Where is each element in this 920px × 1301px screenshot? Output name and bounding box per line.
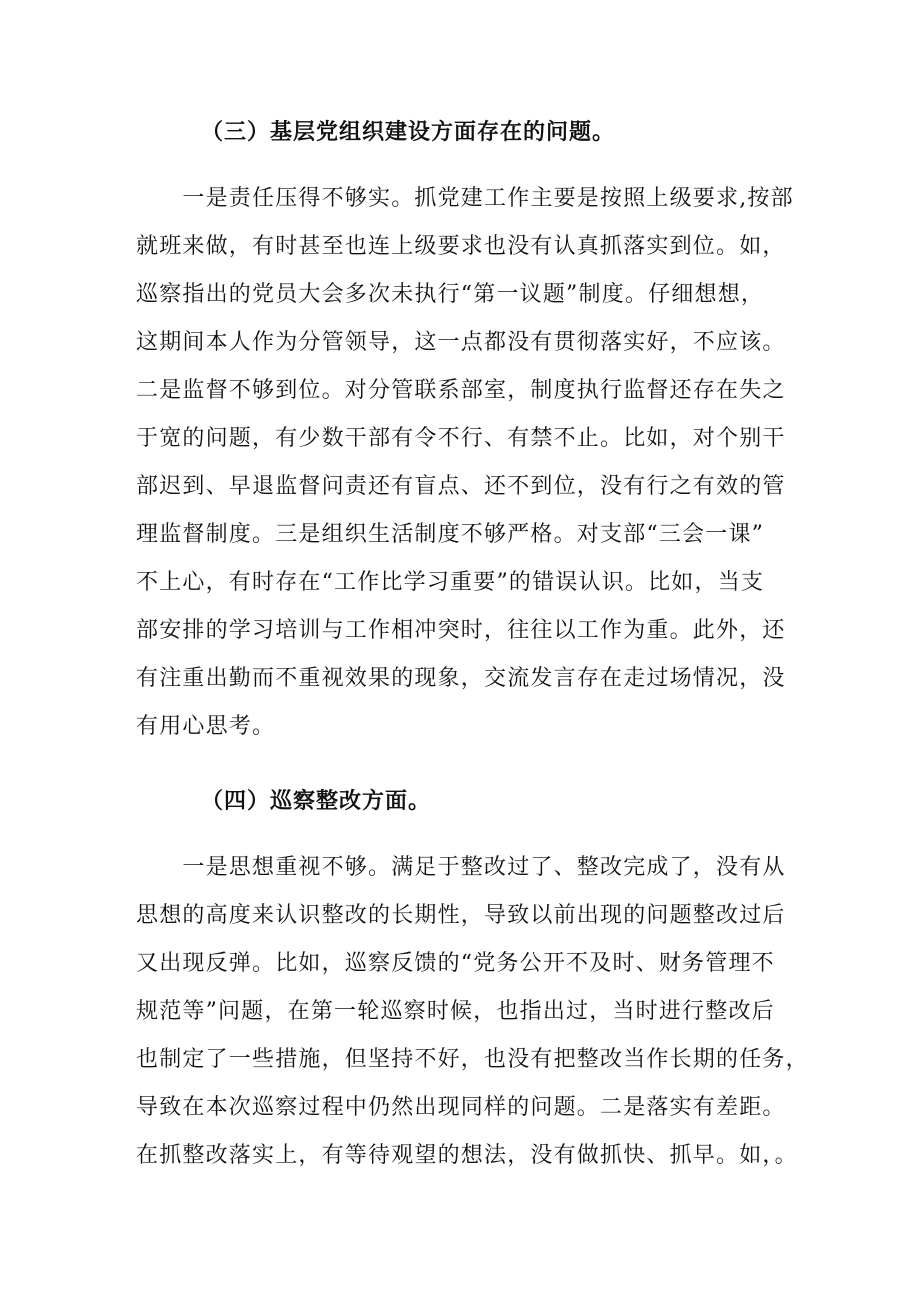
paragraph-line: 就班来做，有时甚至也连上级要求也没有认真抓落实到位。如，	[136, 234, 786, 259]
paragraph-line: 一是责任压得不够实。抓党建工作主要是按照上级要求,按部	[136, 186, 794, 211]
paragraph-line: 又出现反弹。比如，巡察反馈的“党务公开不及时、财务管理不	[136, 951, 775, 976]
paragraph-line: 思想的高度来认识整改的长期性，导致以前出现的问题整改过后	[136, 903, 786, 928]
section-4-paragraph	[136, 844, 809, 1180]
paragraph-line: 一是思想重视不够。满足于整改过了、整改完成了，没有从	[136, 855, 786, 880]
paragraph-line: 这期间本人作为分管领导，这一点都没有贯彻落实好，不应该。	[136, 330, 786, 355]
paragraph-line: 不上心，有时存在“工作比学习重要”的错误认识。比如，当支	[136, 570, 765, 595]
paragraph-line: 部迟到、早退监督问责还有盲点、还不到位，没有行之有效的管	[136, 474, 786, 499]
paragraph-line: 巡察指出的党员大会多次未执行“第一议题”制度。仔细想想，	[136, 282, 765, 307]
section-3-paragraph	[136, 175, 796, 751]
paragraph-line: 部安排的学习培训与工作相冲突时，往往以工作为重。此外，还	[136, 618, 786, 643]
paragraph-line: 也制定了一些措施，但坚持不好，也没有把整改当作长期的任务，	[136, 1047, 809, 1072]
paragraph-line: 有注重出勤而不重视效果的现象，交流发言存在走过场情况，没	[136, 666, 786, 691]
paragraph-line: 规范等”问题，在第一轮巡察时候，也指出过，当时进行整改后	[136, 999, 775, 1024]
paragraph-line: 有用心思考。	[136, 714, 276, 739]
paragraph-line: 在抓整改落实上，有等待观望的想法，没有做抓快、抓早。如，。	[136, 1143, 798, 1168]
section-heading-4: （四）巡察整改方面。	[201, 788, 432, 814]
section-heading-3: （三）基层党组织建设方面存在的问题。	[201, 119, 616, 145]
paragraph-line: 二是监督不够到位。对分管联系部室，制度执行监督还存在失之	[136, 378, 786, 403]
paragraph-line: 导致在本次巡察过程中仍然出现同样的问题。二是落实有差距。	[136, 1095, 786, 1120]
paragraph-line: 理监督制度。三是组织生活制度不够严格。对支部“三会一课”	[136, 522, 765, 547]
paragraph-line: 于宽的问题，有少数干部有令不行、有禁不止。比如，对个别干	[136, 426, 786, 451]
